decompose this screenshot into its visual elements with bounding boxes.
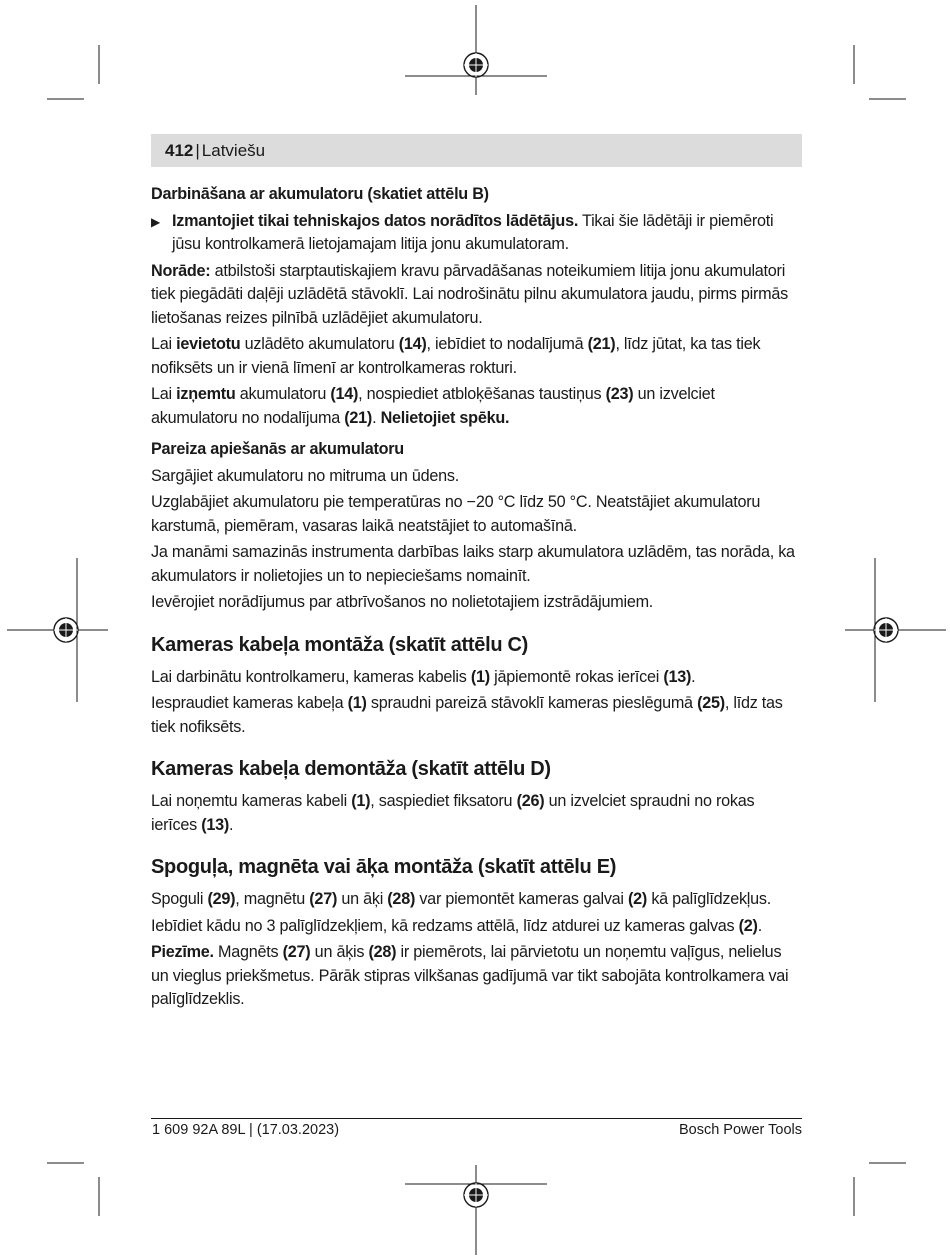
ref-number: (2) [628,890,648,908]
ref-number: (27) [309,890,338,908]
handling-p1: Sargājiet akumulatoru no mitruma un ūdens. [151,466,460,485]
heading-cable-dismount: Kameras kabeļa demontāža (skatīt attēlu D) [151,758,551,780]
header-separator: | [195,141,200,160]
ref-number: (28) [368,943,397,961]
ref-number: (13) [201,815,229,834]
text-run: jāpiemontē rokas ierīcei [489,667,664,686]
ref-number: (2) [738,916,758,935]
accessory-p2 [151,915,802,939]
heading-cable-mount: Kameras kabeļa montāža (skatīt attēlu C) [151,633,529,656]
triangle-bullet-icon: ▶ [151,214,160,229]
ref-number: (13) [663,667,692,686]
ref-number: (28) [387,890,416,908]
registration-target-left [54,618,78,642]
header-text [165,140,265,161]
text-run: akumulatoru [235,385,331,403]
text-run: Iebīdiet kādu no 3 palīglīdzekļiem, kā redzams attēlā, līdz atdurei uz kameras galvas [151,916,739,935]
ref-number: (21) [587,335,616,353]
text-run: ir piemērots, lai pārvietotu un noņemtu vaļīgus, nelielus un vieglus priekšmetus. Pārāk stipras vilkšanas gadījumā var tikt sabojāta kontrolkamera vai palīglīdzeklis. [151,943,789,1008]
ref-number: (26) [516,792,545,810]
text-run: Iespraudiet kameras kabeļa [151,694,348,712]
ref-number: (21) [344,408,373,427]
ref-number: (14) [398,335,427,353]
registration-target-right [874,618,898,642]
bold-run: izņemtu [176,385,236,403]
cable-mount-p2 [151,692,802,739]
ref-number: (1) [470,667,490,686]
note-label: Piezīme. [151,943,214,961]
charger-warning-body: Tikai šie lādētāji ir piemēroti jūsu kontrolkamerā lietojamajam litija jonu akumulatoram. [172,211,774,253]
charger-warning-text [172,210,802,257]
note-text: atbilstoši starptautiskajiem kravu pārvadāšanas noteikumiem litija jonu akumulatori tiek piegādāti daļēji uzlādētā stāvoklī. Lai nodrošinātu pilnu akumulatora jaudu, pirms pirmās lietošanas reizes pilnībā uzlādējiet akumulatoru. [151,261,788,327]
text-run: , saspiediet fiksatoru [370,792,517,810]
registration-target-bottom [464,1183,488,1207]
footer-rule [151,1118,802,1119]
text-run: uzlādēto akumulatoru [240,335,399,353]
heading-battery-handling: Pareiza apiešanās ar akumulatoru [151,440,404,458]
cable-dismount-p1 [151,790,802,837]
text-run: . [691,667,696,686]
page-content [151,183,802,1015]
heading-accessory-mount: Spoguļa, magnēta vai āķa montāža (skatīt attēlu E) [151,856,617,878]
charger-warning-bold: Izmantojiet tikai tehniskajos datos norādītos lādētājus. [172,211,579,230]
accessory-p1 [151,888,802,912]
footer-doc-id: 1 609 92A 89L | (17.03.2023) [152,1122,340,1138]
note-label: Norāde: [151,261,211,280]
text-run: . [228,815,234,834]
ref-number: (25) [697,694,725,712]
charger-warning [151,210,802,257]
text-run: spraudni pareizā stāvoklī kameras pieslēgumā [366,694,698,712]
text-run: , līdz jūtat, ka tas tiek nofiksēts un ir vienā līmenī ar kontrolkameras rokturi. [151,335,761,377]
remove-battery-paragraph [151,383,802,430]
text-run: un āķis [310,943,369,961]
ref-number: (27) [282,943,311,961]
note-paragraph [151,260,802,331]
bold-run: Nelietojiet spēku. [380,408,510,427]
text-run: , magnētu [235,890,310,908]
ref-number: (23) [605,385,634,403]
heading-battery-operation: Darbināšana ar akumulatoru (skatiet attēlu B) [151,185,489,203]
text-run: un izvelciet akumulatoru no nodalījuma [151,385,715,427]
handling-p3: Ja manāmi samazinās instrumenta darbības laiks starp akumulatora uzlādēm, tas norāda, ka akumulators ir nolietojies un to nepieciešams nomainīt. [151,543,795,585]
insert-battery-paragraph [151,333,802,380]
text-run: Magnēts [213,943,283,961]
text-run: un izvelciet spraudni no rokas ierīces [151,792,755,834]
ref-number: (29) [207,890,236,908]
handling-p4: Ievērojiet norādījumus par atbrīvošanos no nolietotajiem izstrādājumiem. [151,593,654,611]
text-run: Lai noņemtu kameras kabeli [151,792,352,810]
text-run: Lai darbinātu kontrolkameru, kameras kabelis [151,667,471,686]
text-run: un āķi [337,890,388,908]
page-header [151,134,802,167]
footer-brand: Bosch Power Tools [678,1122,802,1138]
header-language: Latviešu [201,141,266,160]
text-run: , iebīdiet to nodalījumā [426,335,588,353]
ref-number: (1) [347,694,367,712]
text-run: kā palīglīdzekļus. [647,890,771,908]
bold-run: ievietotu [176,335,241,353]
text-run: var piemontēt kameras galvai [415,890,629,908]
page-number: 412 [165,141,194,160]
cable-mount-p1 [151,666,802,690]
ref-number: (1) [351,792,371,810]
text-run: , nospiediet atbloķēšanas taustiņus [358,385,606,403]
text-run: Lai [151,335,177,353]
accessory-p3 [151,941,802,1012]
handling-p2: Uzglabājiet akumulatoru pie temperatūras no −20 °C līdz 50 °C. Neatstājiet akumulatoru karstumā, piemēram, vasaras laikā neatstājiet to automašīnā. [151,493,761,535]
text-run: . [757,916,762,935]
text-run: . [372,408,381,427]
registration-target-top [464,53,488,77]
ref-number: (14) [330,385,359,403]
text-run: Lai [151,385,177,403]
text-run: , līdz tas tiek nofiksēts. [151,694,783,736]
text-run: Spoguli [151,890,208,908]
